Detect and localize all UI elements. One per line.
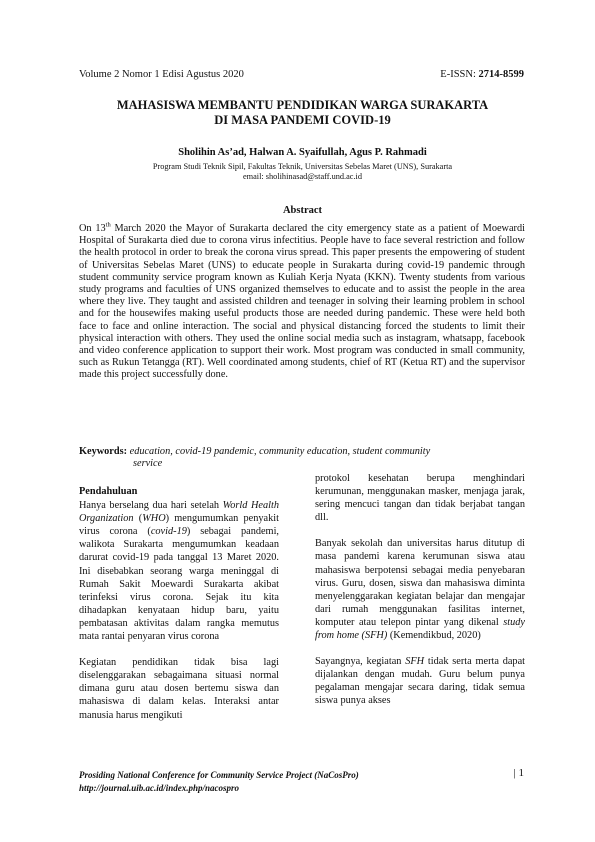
paragraph: protokol kesehatan berupa menghindari kerumunan, menggunakan masker, menjaga jarak, sering mencuci tangan dan tidak berjabat tangan dll. bbox=[315, 473, 525, 524]
text: ) mengumumkan penyakit virus corona ( bbox=[79, 513, 279, 538]
paper-title-line1: MAHASISWA MEMBANTU PENDIDIKAN WARGA SURAKARTA bbox=[116, 98, 489, 112]
text: Sayangnya, kegiatan bbox=[315, 656, 406, 668]
abstract-text bbox=[79, 223, 525, 382]
text-italic: World Health Organization bbox=[79, 500, 279, 525]
page-number: | 1 bbox=[513, 767, 524, 779]
right-column bbox=[315, 472, 525, 721]
paragraph bbox=[79, 499, 279, 643]
section-heading-pendahuluan: Pendahuluan bbox=[79, 486, 138, 497]
text-italic: SFH bbox=[405, 656, 425, 668]
keywords-label: Keywords: bbox=[79, 446, 128, 457]
email: email: sholihinasad@staff.und.ac.id bbox=[242, 172, 362, 181]
keywords-values: education, covid-19 pandemic, community education, student community bbox=[127, 446, 431, 457]
footer-conference: Prosiding National Conference for Community Service Project (NaCosPro) bbox=[79, 770, 359, 780]
text-italic: study from home (SFH) bbox=[315, 616, 525, 642]
text: (Kemendikbud, 2020) bbox=[387, 630, 481, 642]
paper-title bbox=[70, 98, 535, 128]
paragraph bbox=[315, 537, 525, 642]
abstract-heading: Abstract bbox=[282, 205, 323, 216]
paragraph bbox=[315, 655, 525, 707]
journal-volume: Volume 2 Nomor 1 Edisi Agustus 2020 bbox=[79, 69, 244, 80]
text: tidak serta merta dapat dijalankan dengan mudah. Guru belum punya pegalaman mengajar secara daring, tidak semua siswa punya akses bbox=[315, 656, 526, 707]
keywords bbox=[79, 446, 525, 470]
footer bbox=[79, 769, 359, 795]
abstract-lead-sup: th bbox=[105, 221, 111, 229]
issn-label: E-ISSN: bbox=[440, 69, 479, 80]
text: ( bbox=[133, 513, 143, 525]
text-italic: covid-19 bbox=[150, 526, 187, 538]
keywords-values-cont: service bbox=[133, 458, 163, 470]
footer-url[interactable]: http://journal.uib.ac.id/index.php/nacospro bbox=[79, 783, 240, 793]
abstract-lead: On 13 bbox=[79, 223, 106, 234]
text: Banyak sekolah dan universitas harus ditutup di masa pandemi karena kerumunan siswa atau mahasiswa berpotensi sebagai media penyebaran virus. Guru, dosen, siswa dan mahasiswa diminta menyelenggarakan kegiatan belajar dan mengajar dari rumah menggunakan fasilitas internet, komputer atau telepon pintar yang dikenal bbox=[315, 538, 525, 628]
text: ) sebagai pandemi, walikota Surakarta mengumumkan keadaan darurat covid-19 pada tanggal 13 Maret 2020. Ini disebabkan seorang warga meninggal di Rumah Sakit Moewardi Surakarta akibat terinfeksi virus corona. Sejak itu kita dihadapkan kenyataan hidup baru, yaitu pembatasan aktivitas dalam rangka memutus mata rantai penyaran virus corona bbox=[79, 526, 280, 643]
affiliation: Program Studi Teknik Sipil, Fakultas Teknik, Universitas Sebelas Maret (UNS), Surakarta bbox=[152, 162, 453, 171]
authors: Sholihin As’ad, Halwan A. Syaifullah, Agus P. Rahmadi bbox=[178, 147, 427, 158]
affiliation-block bbox=[70, 162, 535, 182]
text: Hanya berselang dua hari setelah bbox=[79, 500, 223, 512]
issn-value: 2714-8599 bbox=[478, 69, 524, 80]
text-italic: WHO bbox=[142, 513, 166, 525]
paragraph: Kegiatan pendidikan tidak bisa lagi diselenggarakan sebagaimana situasi normal dimana guru atau dosen bertemu siswa dan mahasiswa di dalam kelas. Interaksi antar manusia harus mengikuti bbox=[79, 657, 279, 721]
issn bbox=[440, 69, 524, 80]
paper-title-line2: DI MASA PANDEMI COVID-19 bbox=[214, 113, 391, 127]
abstract-body: March 2020 the Mayor of Surakarta declared the city emergency state as a patient of Moewardi Hospital of Surakarta died due to corona virus infectitius. People have to face several restriction and follow the health protocol in order to break the corona virus spread. This paper presents the empowering of student of Universitas Sebelas Maret (UNS) to educate people in Surakarta during covid-19 pandemic through student community service program known as Kuliah Kerja Nyata (KKN). Twenty students from various study programs and faculties of UNS organized themselves to educate and to assist the people in the area where they live. They taught and assisted children and teenager in solving their learning problem in school and for the housewifes making useful products those are needed during pandemic. These were held both face to face and online interaction. The social and physical distancing forced the students to limit their physical interaction with others. They used the online social media such as instagram, whatsapp, facebook and video conference application to support their work. Most program was conducted in small community, such as Rukun Tetangga (RT). Well coordinated among students, chief of RT (Ketua RT) and the supervisor made this project successfully done. bbox=[79, 223, 525, 381]
left-column bbox=[79, 485, 279, 735]
